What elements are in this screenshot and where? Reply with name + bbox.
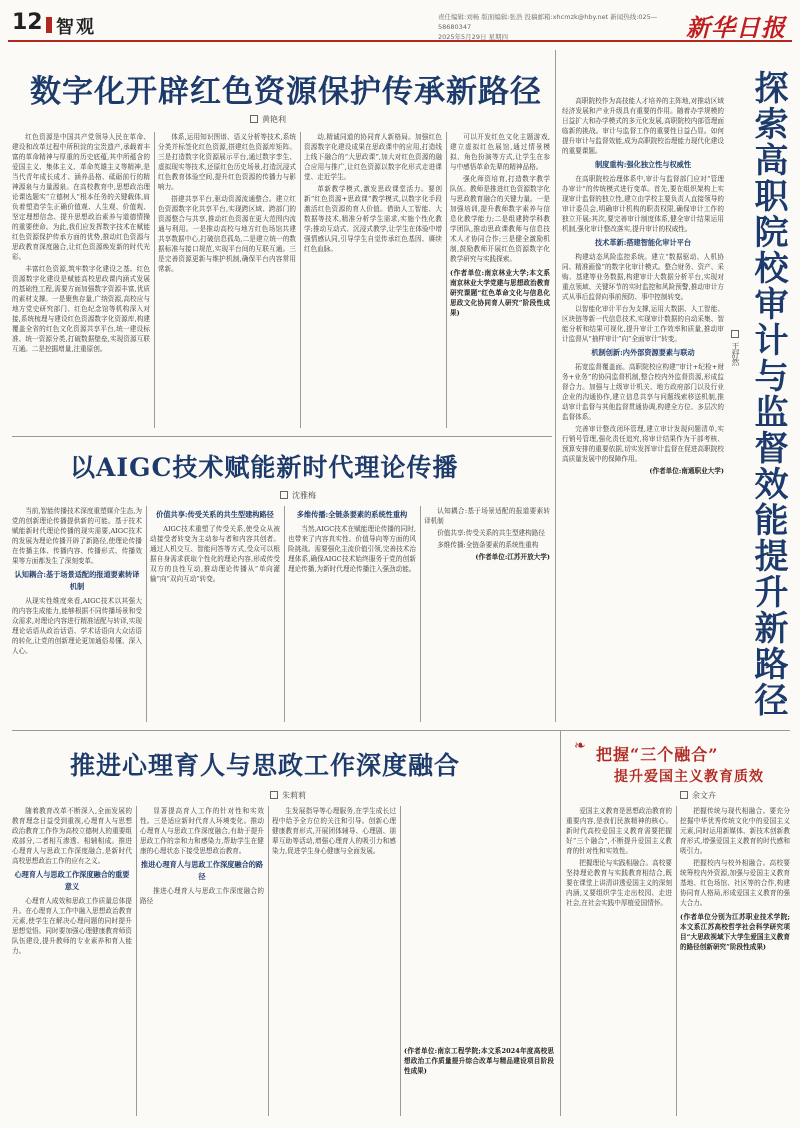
byline-box-icon: [280, 491, 288, 499]
byline-box-icon: [731, 330, 739, 338]
divider: [154, 132, 155, 428]
divider: [284, 506, 285, 722]
article3-col-3: [288, 506, 416, 722]
byline-box-icon: [250, 115, 258, 123]
article1-col-3: [304, 132, 442, 428]
article4-footnote: (作者单位:南京工程学院;本文系2024年度高校思想政治工作质量提升综合改革与精品建设项目阶段性成果): [404, 1047, 554, 1075]
article5-col2-para-2: 把握校内与校外相融合。高校要统筹校内外资源,加强与爱国主义教育基地、红色场馆、社区等的合作,构建协同育人格局,形成爱国主义教育的强大合力。: [680, 859, 790, 907]
article4-author: 朱莉莉: [282, 791, 306, 800]
article3-subhead-2: 价值共享:传受关系的共生型建构路径: [156, 510, 274, 519]
column-divider: [555, 50, 556, 722]
article1-byline: [250, 114, 286, 125]
article1-col-4: [450, 132, 550, 428]
article4-col-1: [12, 806, 132, 1116]
article4-col-4: [404, 806, 554, 1116]
section-name: 智观: [56, 17, 96, 38]
edit-info: [438, 12, 688, 42]
article3-col2-para-1: AIGC技术重塑了传受关系,使受众从被动接受者转变为主动参与者和内容共创者。通过人机交互、智能问答等方式,受众可以根据自身需求获取个性化的理论内容,形成传受双方的良性互动,推动理论传播从“单向灌输”向“双向互动”转变。: [150, 525, 280, 583]
article2-col3-para-1: 拓宽监督覆盖面。高职院校应构建“审计+纪检+财务+业务”的协同监督机制,整合校内外监督资源,形成监督合力。加强与上级审计机关、地方政府部门以及行业企业的沟通协作,建立信息共享与问题线索移送机制,推动审计监督与其他监督贯通协调,构建全方位、多层次的监督体系。: [562, 363, 724, 421]
divider: [676, 806, 677, 1116]
article2-body: [562, 96, 724, 722]
article3-col1-para-1: 当前,智能传播技术深度重塑媒介生态,为党的创新理论传播提供新的可能。基于技术赋能新时代理论传播的现实需要,AIGC技术的发展为理论传播开辟了新路径,使理论传播在传播主体、传播内容、传播形式、传播效果等方面都发生了深刻变革。: [12, 507, 142, 565]
edit-info-line-1: 责任编辑:刘畅 版面编辑:张浩 投稿邮箱:xhcmzk@hby.net 新闻热线:025—58680347: [438, 13, 658, 31]
article5-title-line-2: 提升爱国主义教育质效: [614, 769, 764, 785]
article3-col4-para-2: 价值共享:传受关系的共生型建构路径: [437, 529, 545, 537]
decor-flourish-icon: ❧: [574, 738, 586, 754]
article2-para-2: 在高职院校治理体系中,审计与监督部门应对“管理办审计”的传统模式进行变革。首先,要在组织架构上实现审计监督的独立性,建立由学校主要负责人直接领导的审计委员会,明确审计机构的职责权限,确保审计工作的独立开展;其次,要完善审计制度体系,健全审计结果运用机制,强化审计整改落实,提升审计的权威性。: [562, 175, 724, 233]
article3-title: 以AIGC技术赋能新时代理论传播: [70, 453, 459, 482]
article1-col3-para-1: 动,精诚同道的协同育人新格局。加强红色资源数字化建设成果在思政课中的应用,打造线上线下融合的“大思政课”,加大对红色资源的融合应用与推广,让红色资源以数字化形式走进课堂、走近学生。: [304, 133, 442, 181]
article2-subhead-1: 制度重构:强化独立性与权威性: [594, 160, 692, 169]
article5-col-2: [680, 806, 790, 1116]
article5-footnote: (作者单位分别为江苏职业技术学院;本文系江苏高校哲学社会科学研究项目“大思政视域下大学生爱国主义教育的路径创新研究”阶段性成果): [680, 913, 790, 951]
article4-subhead-2: 推进心理育人与思政工作深度融合的路径: [140, 860, 264, 881]
divider: [268, 806, 269, 1116]
article1-col3-para-2: 革新教学模式,激发思政课堂活力。要创新“红色资源+思政课”教学模式,以数字化手段激活红色资源的育人价值。借助人工智能、大数据等技术,精准分析学生需求,实施个性化教学;推动互动式、沉浸式教学,让学生在体验中增强情感认同,引导学生自觉传承红色基因、赓续红色血脉。: [304, 185, 442, 253]
page-number: 12: [12, 10, 43, 35]
article2-footnote: (作者单位:南通职业大学): [649, 467, 724, 475]
article2-col3-para-2: 完善审计整改闭环管理,建立审计发现问题清单,实行销号管理,强化责任追究,将审计结果作为干部考核、预算安排的重要依据,切实发挥审计监督在促进高职院校高质量发展中的保障作用。: [562, 425, 724, 463]
article4-col-3: [272, 806, 396, 1116]
article1-para-2: 丰富红色资源,筑牢数字化建设之基。红色资源数字化建设是赋能高校思政课内涵式发展的基础性工程,需要方面加强数字资源丰富,优质的素材支撑。一是聚焦存量,广纳资源,高校应与地方党史研究部门、红色纪念馆等机构深入对接,系统梳理与建设红色资源数字化资源库,构建覆盖全省的红色文化资源共享平台,统一建设标准、统一资源分类,打破数据壁垒,实现资源互联互通。二是挖掘增量,注重原创。: [12, 265, 150, 353]
divider: [136, 806, 137, 1116]
article1-col2-para-2: 搭建共享平台,驱动资源流通整合。建立红色资源数字化共享平台,实现跨区域、跨部门的资源整合与共享,推动红色资源在更大范围内流通与利用。一是推动高校与地方红色场馆共建共享数据中心,打破信息孤岛,二是建立统一的数据标准与接口规范,实现平台间的互联互通。三是完善资源更新与维护机制,确保平台内容常用常新。: [158, 195, 296, 273]
column-divider: [560, 730, 561, 1116]
divider: [400, 806, 401, 1116]
article4-byline: [270, 790, 306, 801]
article1-col4-para-1: 可以开发红色文化主题游戏,建立虚拟红色展馆,通过情景模拟、角色扮演等方式,让学生在参与中感悟革命先辈的精神品格。: [450, 133, 550, 171]
article5-col-1: [566, 806, 672, 1116]
article1-col4-para-2: 强化师资培育,打造数字教学队伍。教师是推进红色资源数字化与思政教育融合的关键力量。一是加强培训,提升教师数字素养与信息化教学能力;二是组建跨学科教学团队,推动思政课教师与信息技术人才协同合作;三是健全激励机制,鼓励教师开展红色资源数字化教学研究与实践探索。: [450, 175, 550, 263]
article2-author: 王舒然: [731, 342, 740, 366]
article5-byline: [680, 790, 716, 801]
section-rule: [12, 730, 790, 731]
section-marker: [46, 17, 52, 33]
article3-col4-para-3: 多维传播:全链条要素的系统性重构: [437, 541, 539, 549]
article5-author: 余文卉: [692, 791, 716, 800]
article5-col2-para-1: 把握传统与现代相融合。要充分挖掘中华优秀传统文化中的爱国主义元素,同时运用新媒体、新技术创新教育形式,增强爱国主义教育的时代感和吸引力。: [680, 807, 790, 855]
divider: [300, 132, 301, 428]
article1-col-1: [12, 132, 150, 428]
article2-title: 探索高职院校审计与监督效能提升新路径: [748, 70, 788, 718]
article3-byline: [280, 490, 316, 501]
divider: [146, 506, 147, 722]
article4-title: 推进心理育人与思政工作深度融合: [70, 751, 461, 780]
article1-col-2: [158, 132, 296, 428]
article1-footnote: (作者单位:南京林业大学;本文系南京林业大学党建与思想政治教育研究课题“红色革命文化与信息化思政文化协同育人研究”阶段性成果): [450, 269, 550, 317]
article4-col1-para-2: 心理育人成效和思政工作质量总体提升。在心理育人工作中融入思想政治教育元素,使学生在解决心理问题的同时提升思想觉悟。同时要加强心理健康教育师资队伍建设,提升教师的专业素养和育人能力。: [12, 897, 132, 955]
article2-col2-para-2: 以智能化审计平台为支撑,运用大数据、人工智能、区块链等新一代信息技术,实现审计数据的自动采集、智能分析和结果可视化,提升审计工作效率和质量,推动审计监督从“抽样审计”向“全面审计”转变。: [562, 305, 724, 343]
article5-col1-para-1: 爱国主义教育是思想政治教育的重要内容,是我们民族精神的核心。新时代高校爱国主义教育需要把握好“三个融合”,不断提升爱国主义教育的针对性和实效性。: [566, 807, 672, 855]
byline-box-icon: [680, 791, 688, 799]
article3-col4-para-1: 认知耦合:基于场景适配的报道要素转译机制: [424, 507, 550, 525]
article1-col2-para-1: 体系,运用知识图谱、语义分析等技术,系统分类并标签化红色资源,搭建红色资源库矩阵。三是打造数字化资源展示平台,通过数字孪生、虚拟现实等技术,还原红色历史场景,打造沉浸式红色教育体验空间,提升红色资源的传播力与影响力。: [158, 133, 296, 191]
article5-col1-para-2: 把握理论与实践相融合。高校要坚持理论教育与实践教育相结合,既要在课堂上讲清讲透爱国主义的深刻内涵,又要组织学生走出校园、走进社会,在社会实践中厚植爱国情怀。: [566, 859, 672, 907]
article3-col1-para-2: 从现实性维度来看,AIGC技术以其强大的内容生成能力,能够根据不同传播场景和受众需求,对理论内容进行精准适配与转译,实现理论话语从政治话语、学术话语向大众话语的转化,让党的创新理论更加通俗易懂、深入人心。: [12, 597, 142, 655]
article4-col-2: [140, 806, 264, 1116]
article3-subhead-1: 认知耦合:基于场景适配的报道要素转译机制: [14, 570, 140, 591]
article3-col3-para-1: 当然,AIGC技术在赋能理论传播的同时,也带来了内容真实性、价值导向等方面的风险挑战。需要强化主流价值引领,完善技术治理体系,确保AIGC技术始终服务于党的创新理论传播,为新时代理论传播注入强劲动能。: [288, 525, 416, 573]
article2-subhead-3: 机制创新:内外部资源要素与联动: [591, 348, 695, 357]
article3-col-1: [12, 506, 142, 722]
byline-box-icon: [270, 791, 278, 799]
article3-subhead-3: 多维传播:全链条要素的系统性重构: [296, 510, 408, 519]
newspaper-logo: 新华日报: [686, 13, 786, 42]
article1-para-1: 红色资源是中国共产党领导人民在革命、建设和改革过程中所积淀的宝贵遗产,承载着丰富的革命精神与厚重的历史底蕴,其中所蕴含的爱国主义、集体主义、革命英雄主义等精神,是当代青年成长成才、涵养品格、砥砺前行的精神源泉与力量源泉。在高校教育中,思想政治理论课选题实“立德树人”根本任务的关键载体,肩负着塑造学生正确价值观、人生观、价值观、坚定理想信念、提升思想政治素养与道德情操的重要使命。为此,我们应发挥数字技术在赋能红色资源保护传承方面的优势,推动红色资源与思政教育深度融合,让红色资源焕发新的时代光彩。: [12, 133, 150, 261]
article3-col-4: [424, 506, 550, 722]
article3-footnote: (作者单位:江苏开放大学): [475, 553, 550, 561]
article2-byline: [730, 330, 741, 366]
masthead: [8, 8, 792, 42]
edit-info-line-2: 2025年5月29日 星期四: [438, 33, 509, 41]
article1-title: 数字化开辟红色资源保护传承新路径: [30, 74, 542, 110]
article3-col-2: [150, 506, 280, 722]
section-rule: [12, 436, 552, 437]
article2-subhead-2: 技术革新:搭建智能化审计平台: [594, 238, 692, 247]
article4-col3-para-1: 生发展指导等心理服务,在学生成长过程中给予全方位的关注和引导。创新心理健康教育形式,开展团体辅导、心理剧、朋辈互助等活动,增强心理育人的吸引力和感染力,促进学生身心健康与全面发展。: [272, 807, 396, 855]
article4-col2-para-1: 显著提高育人工作的针对性和实效性。三是适应新时代育人环境变化。推动心理育人与思政工作深度融合,有助于提升思政工作的亲和力和感染力,帮助学生在健康的心理状态下接受思想政治教育。: [140, 807, 264, 855]
article3-author: 沈雅梅: [292, 491, 316, 500]
article4-col1-para-1: 随着教育改革不断深入,全面发展的教育理念日益受到重视,心理育人与思想政治教育工作作为高校立德树人的重要组成部分,二者相互渗透、相辅相成。推进心理育人与思政工作深度融合,是新时代高校思想政治工作的应有之义。: [12, 807, 132, 865]
article2-col2-para-1: 构建动态风险监控系统。建立“数据驱动、人机协同、精准画像”的数字化审计模式。整合财务、资产、采购、基建等业务数据,构建审计大数据分析平台,实现对重点领域、关键环节的实时监控和风险预警,推动审计方式从事后监督向事前预防、事中控制转变。: [562, 253, 724, 301]
article1-author: 黄艳利: [262, 115, 286, 124]
article4-col2-para-2: 推进心理育人与思政工作深度融合的路径: [140, 887, 264, 905]
divider: [420, 506, 421, 722]
article2-para-1: 高职院校作为高技能人才培养的主阵地,对推动区域经济发展和产业升级具有重要的作用。随着办学规模的日益扩大和办学模式的多元化发展,高职院校内部管理面临新的挑战。审计与监督工作的重要性日益凸显。如何提升审计与监督效能,成为高职院校治理能力现代化建设的重要课题。: [562, 97, 724, 155]
article5-title-line-1: 把握“三个融合”: [596, 745, 719, 764]
divider: [446, 132, 447, 428]
article4-subhead-1: 心理育人与思政工作深度融合的重要意义: [14, 870, 130, 891]
